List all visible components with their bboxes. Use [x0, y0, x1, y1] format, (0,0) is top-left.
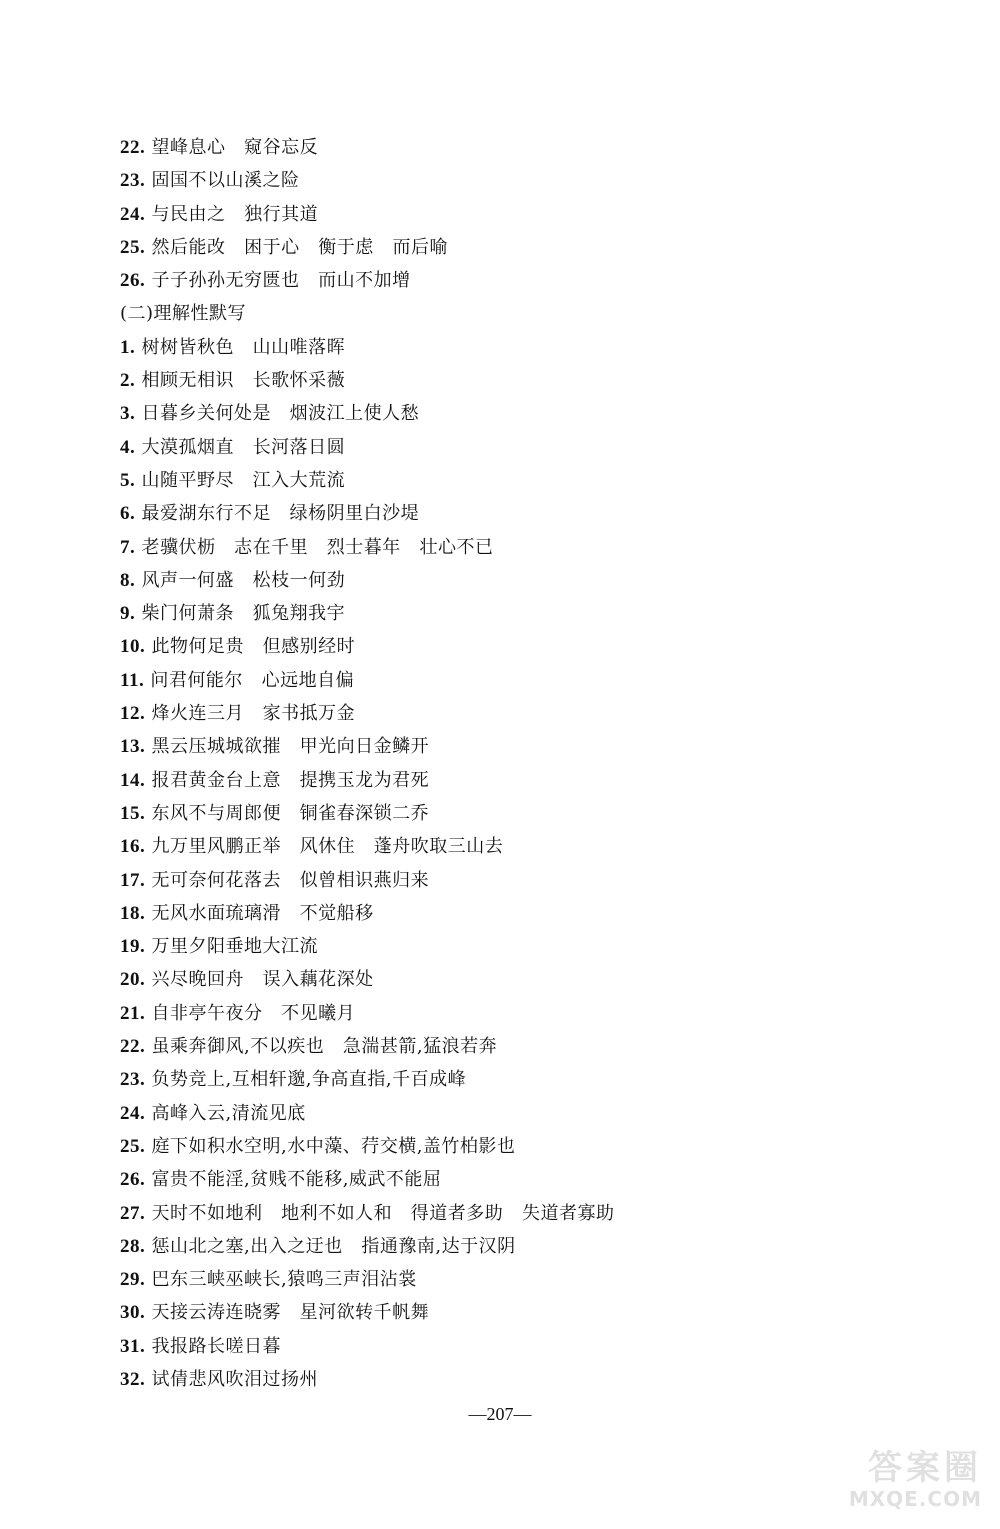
answer-line [120, 397, 880, 430]
watermark-logo [812, 1449, 982, 1519]
item-number: 23. [120, 1069, 146, 1091]
answer-text: 东风不与周郎便 铜雀春深锁二乔 [145, 802, 430, 824]
answer-text: 我报路长嗟日暮 [145, 1335, 281, 1357]
answer-text: 富贵不能淫,贫贱不能移,威武不能屈 [145, 1169, 442, 1191]
answer-text: 九万里风鹏正举 风休住 蓬舟吹取三山去 [145, 836, 504, 858]
answer-line [120, 664, 880, 697]
item-number: 9. [120, 603, 136, 625]
answer-line [120, 1230, 880, 1263]
answer-text: 试倩悲风吹泪过扬州 [145, 1368, 318, 1390]
answer-line [120, 1130, 880, 1163]
watermark-bottom-text: MXQE.COM [848, 1487, 982, 1511]
answer-line [120, 431, 880, 464]
answer-line [120, 830, 880, 863]
answer-text: 万里夕阳垂地大江流 [145, 936, 318, 958]
answer-line [120, 997, 880, 1030]
item-number: 27. [120, 1202, 146, 1224]
answer-line [120, 864, 880, 897]
item-number: 23. [120, 170, 146, 192]
item-number: 20. [120, 969, 146, 991]
answer-line [120, 264, 880, 297]
answer-text: 风声一何盛 松枝一何劲 [135, 569, 346, 591]
answer-text: 惩山北之塞,出入之迂也 指通豫南,达于汉阴 [145, 1235, 516, 1257]
answer-text: 问君何能尔 心远地自偏 [144, 669, 355, 691]
watermark-top-text: 答案圈 [868, 1448, 982, 1488]
item-number: 25. [120, 236, 146, 258]
answer-text: 日暮乡关何处是 烟波江上使人愁 [135, 403, 420, 425]
answer-text: 负势竞上,互相轩邈,争高直指,千百成峰 [145, 1069, 467, 1091]
item-number: 4. [120, 436, 136, 458]
answer-line [120, 164, 880, 197]
answer-text: 虽乘奔御风,不以疾也 急湍甚箭,猛浪若奔 [145, 1036, 498, 1058]
answer-text: 然后能改 困于心 衡于虑 而后喻 [145, 236, 448, 258]
item-number: 29. [120, 1269, 146, 1291]
answer-line [120, 198, 880, 231]
item-number: 7. [120, 536, 136, 558]
page-number: —207— [468, 1404, 532, 1424]
answer-line [120, 531, 880, 564]
item-number: 30. [120, 1302, 146, 1324]
item-number: 26. [120, 270, 146, 292]
answer-line [120, 1363, 880, 1396]
answer-line [120, 1030, 880, 1063]
answer-text: 柴门何萧条 狐兔翔我宇 [135, 603, 346, 625]
answer-line [120, 597, 880, 630]
answer-line [120, 730, 880, 763]
answer-text: 子子孙孙无穷匮也 而山不加增 [145, 270, 411, 292]
item-number: 22. [120, 1036, 146, 1058]
answer-text: 望峰息心 窥谷忘反 [145, 137, 319, 158]
answer-text: 此物何足贵 但感别经时 [145, 636, 356, 658]
item-number: 26. [120, 1169, 146, 1191]
answer-text: 烽火连三月 家书抵万金 [145, 703, 356, 725]
answer-text: 山随平野尽 江入大荒流 [135, 469, 346, 491]
answer-line [120, 797, 880, 830]
answer-line [120, 930, 880, 963]
answer-line [120, 897, 880, 930]
answer-text: 最爱湖东行不足 绿杨阴里白沙堤 [135, 503, 420, 525]
item-number: 8. [120, 569, 136, 591]
answer-text: 大漠孤烟直 长河落日圆 [135, 436, 346, 458]
item-number: 11. [120, 669, 145, 691]
item-number: 14. [120, 769, 146, 791]
answer-line [120, 331, 880, 364]
answer-line [120, 764, 880, 797]
answer-text: 兴尽晚回舟 误入藕花深处 [145, 969, 374, 991]
answer-line [120, 464, 880, 497]
answer-line [120, 963, 880, 996]
item-number: 24. [120, 203, 146, 225]
answer-text: 相顾无相识 长歌怀采薇 [135, 370, 346, 392]
answer-line [120, 630, 880, 663]
answer-text: 自非亭午夜分 不见曦月 [145, 1002, 356, 1024]
item-number: 2. [120, 370, 136, 392]
answer-line [120, 564, 880, 597]
answer-list [120, 131, 880, 1396]
item-number: 3. [120, 403, 136, 425]
answer-line [120, 131, 880, 164]
answer-text: 报君黄金台上意 提携玉龙为君死 [145, 769, 430, 791]
answer-text: 与民由之 独行其道 [145, 203, 319, 225]
answer-text: 树树皆秋色 山山唯落晖 [135, 336, 346, 358]
answer-line [120, 1163, 880, 1196]
answer-text: 固国不以山溪之险 [145, 170, 300, 192]
item-number: 16. [120, 836, 146, 858]
answer-line [120, 497, 880, 530]
item-number: 32. [120, 1368, 146, 1390]
item-number: 10. [120, 636, 146, 658]
item-number: 12. [120, 703, 146, 725]
answer-line [120, 1330, 880, 1363]
answer-text: 高峰入云,清流见底 [145, 1102, 306, 1124]
item-number: 22. [120, 137, 146, 158]
item-number: 5. [120, 469, 136, 491]
item-number: 25. [120, 1135, 146, 1157]
item-number: 31. [120, 1335, 146, 1357]
answer-text: 黑云压城城欲摧 甲光向日金鳞开 [145, 736, 430, 758]
answer-text: 庭下如积水空明,水中藻、荇交横,盖竹柏影也 [145, 1135, 516, 1157]
answer-line [120, 364, 880, 397]
answer-text: 天接云涛连晓雾 星河欲转千帆舞 [145, 1302, 430, 1324]
answer-line [120, 231, 880, 264]
answer-line [120, 1097, 880, 1130]
answer-line [120, 1263, 880, 1296]
item-number: 18. [120, 902, 146, 924]
item-number: 15. [120, 802, 146, 824]
item-number: 21. [120, 1002, 146, 1024]
answer-line [120, 1063, 880, 1096]
answer-text: 无风水面琉璃滑 不觉船移 [145, 902, 374, 924]
section-heading-text: (二)理解性默写 [120, 303, 247, 325]
item-number: 1. [120, 336, 136, 358]
answer-text: 无可奈何花落去 似曾相识燕归来 [145, 869, 430, 891]
item-number: 17. [120, 869, 146, 891]
answer-text: 天时不如地利 地利不如人和 得道者多助 失道者寡助 [145, 1202, 615, 1224]
answer-line [120, 1197, 880, 1230]
item-number: 19. [120, 936, 146, 958]
item-number: 6. [120, 503, 136, 525]
item-number: 13. [120, 736, 146, 758]
answer-text: 巴东三峡巫峡长,猿鸣三声泪沾裳 [145, 1269, 417, 1291]
answer-line [120, 1296, 880, 1329]
item-number: 28. [120, 1235, 146, 1257]
item-number: 24. [120, 1102, 146, 1124]
answer-text: 老骥伏枥 志在千里 烈士暮年 壮心不已 [135, 536, 494, 558]
section-heading [120, 297, 880, 330]
answer-line [120, 697, 880, 730]
